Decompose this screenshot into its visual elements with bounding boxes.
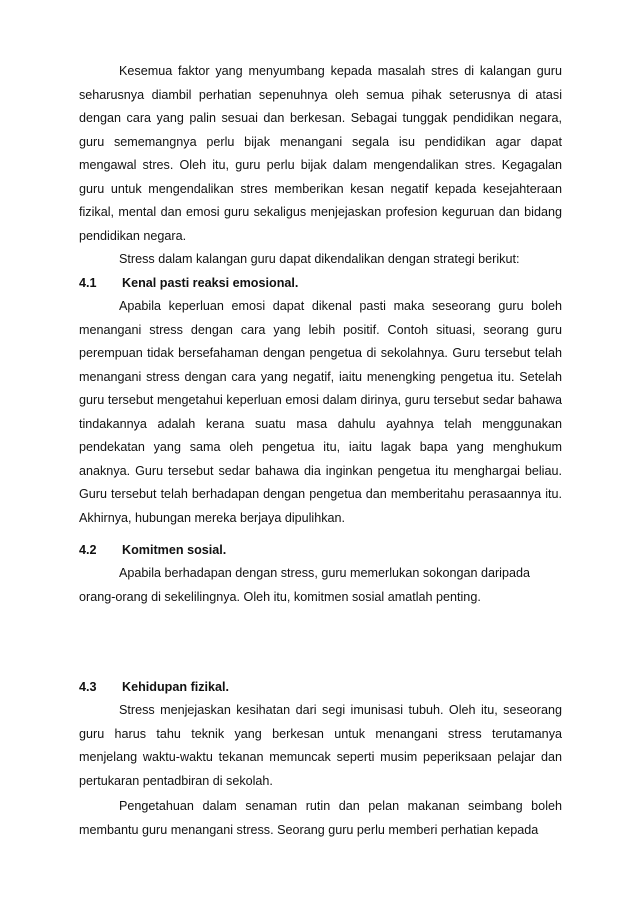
intro-paragraph-block bbox=[79, 60, 562, 248]
section-number: 4.1 bbox=[79, 276, 97, 290]
section-heading-4-2 bbox=[79, 539, 562, 563]
section-number: 4.2 bbox=[79, 543, 97, 557]
section-heading-4-3 bbox=[79, 676, 562, 700]
section-title: Komitmen sosial. bbox=[122, 543, 227, 557]
strategy-paragraph-block bbox=[79, 248, 562, 272]
strategy-paragraph: Stress dalam kalangan guru dapat dikendalikan dengan strategi berikut: bbox=[119, 252, 520, 266]
section-number: 4.3 bbox=[79, 680, 97, 694]
section-title: Kehidupan fizikal. bbox=[122, 680, 230, 694]
section-4-2-body bbox=[79, 562, 562, 609]
section-4-3-body bbox=[79, 699, 562, 842]
section-4-2-paragraph: Apabila berhadapan dengan stress, guru memerlukan sokongan daripada orang-orang di sekelilingnya. Oleh itu, komitmen sosial amatlah penting. bbox=[79, 566, 530, 604]
section-title: Kenal pasti reaksi emosional. bbox=[122, 276, 299, 290]
intro-paragraph: Kesemua faktor yang menyumbang kepada masalah stres di kalangan guru seharusnya diambil perhatian sepenuhnya oleh semua pihak seterusnya di atasi dengan cara yang palin sesuai dan berkesan. Sebagai tunggak pendidikan negara, guru sememangnya perlu bijak menangani segala isu pendidikan agar dapat mengawal stres. Oleh itu, guru perlu bijak dalam mengendalikan stres. Kegagalan guru untuk mengendalikan stres memberikan kesan negatif kepada kesejahteraan fizikal, mental dan emosi guru sekaligus menjejaskan profesion keguruan dan bidang pendidikan negara. bbox=[79, 64, 562, 243]
section-heading-4-1 bbox=[79, 272, 562, 296]
section-4-1-body bbox=[79, 295, 562, 530]
section-4-1-paragraph: Apabila keperluan emosi dapat dikenal pasti maka seseorang guru boleh menangani stress dengan cara yang lebih positif. Contoh situasi, seorang guru perempuan tidak bersefahaman dengan pengetua di sekolahnya. Guru tersebut telah menangani stress dengan cara yang negatif, iaitu menengking pengetua itu. Setelah guru tersebut mengetahui keperluan emosi dalam dirinya, guru tersebut sedar bahawa tindakannya adalah kerana suatu masa dahulu ayahnya telah menggunakan pendekatan yang sama oleh pengetua itu, iaitu lagak bapa yang menghukum anaknya. Guru tersebut sedar bahawa dia inginkan pengetua itu menghargai beliau. Guru tersebut telah berhadapan dengan pengetua dan memberitahu perasaannya itu. Akhirnya, hubungan mereka berjaya dipulihkan. bbox=[79, 299, 562, 525]
section-4-3-paragraph-1: Stress menjejaskan kesihatan dari segi imunisasi tubuh. Oleh itu, seseorang guru harus tahu teknik yang berkesan untuk menangani stress terutamanya menjelang waktu-waktu tekanan memuncak seperti musim peperiksaan pelajar dan pertukaran pentadbiran di sekolah. bbox=[79, 703, 562, 788]
section-4-3-paragraph-2: Pengetahuan dalam senaman rutin dan pelan makanan seimbang boleh membantu guru menangani stress. Seorang guru perlu memberi perhatian kepada bbox=[79, 799, 562, 837]
